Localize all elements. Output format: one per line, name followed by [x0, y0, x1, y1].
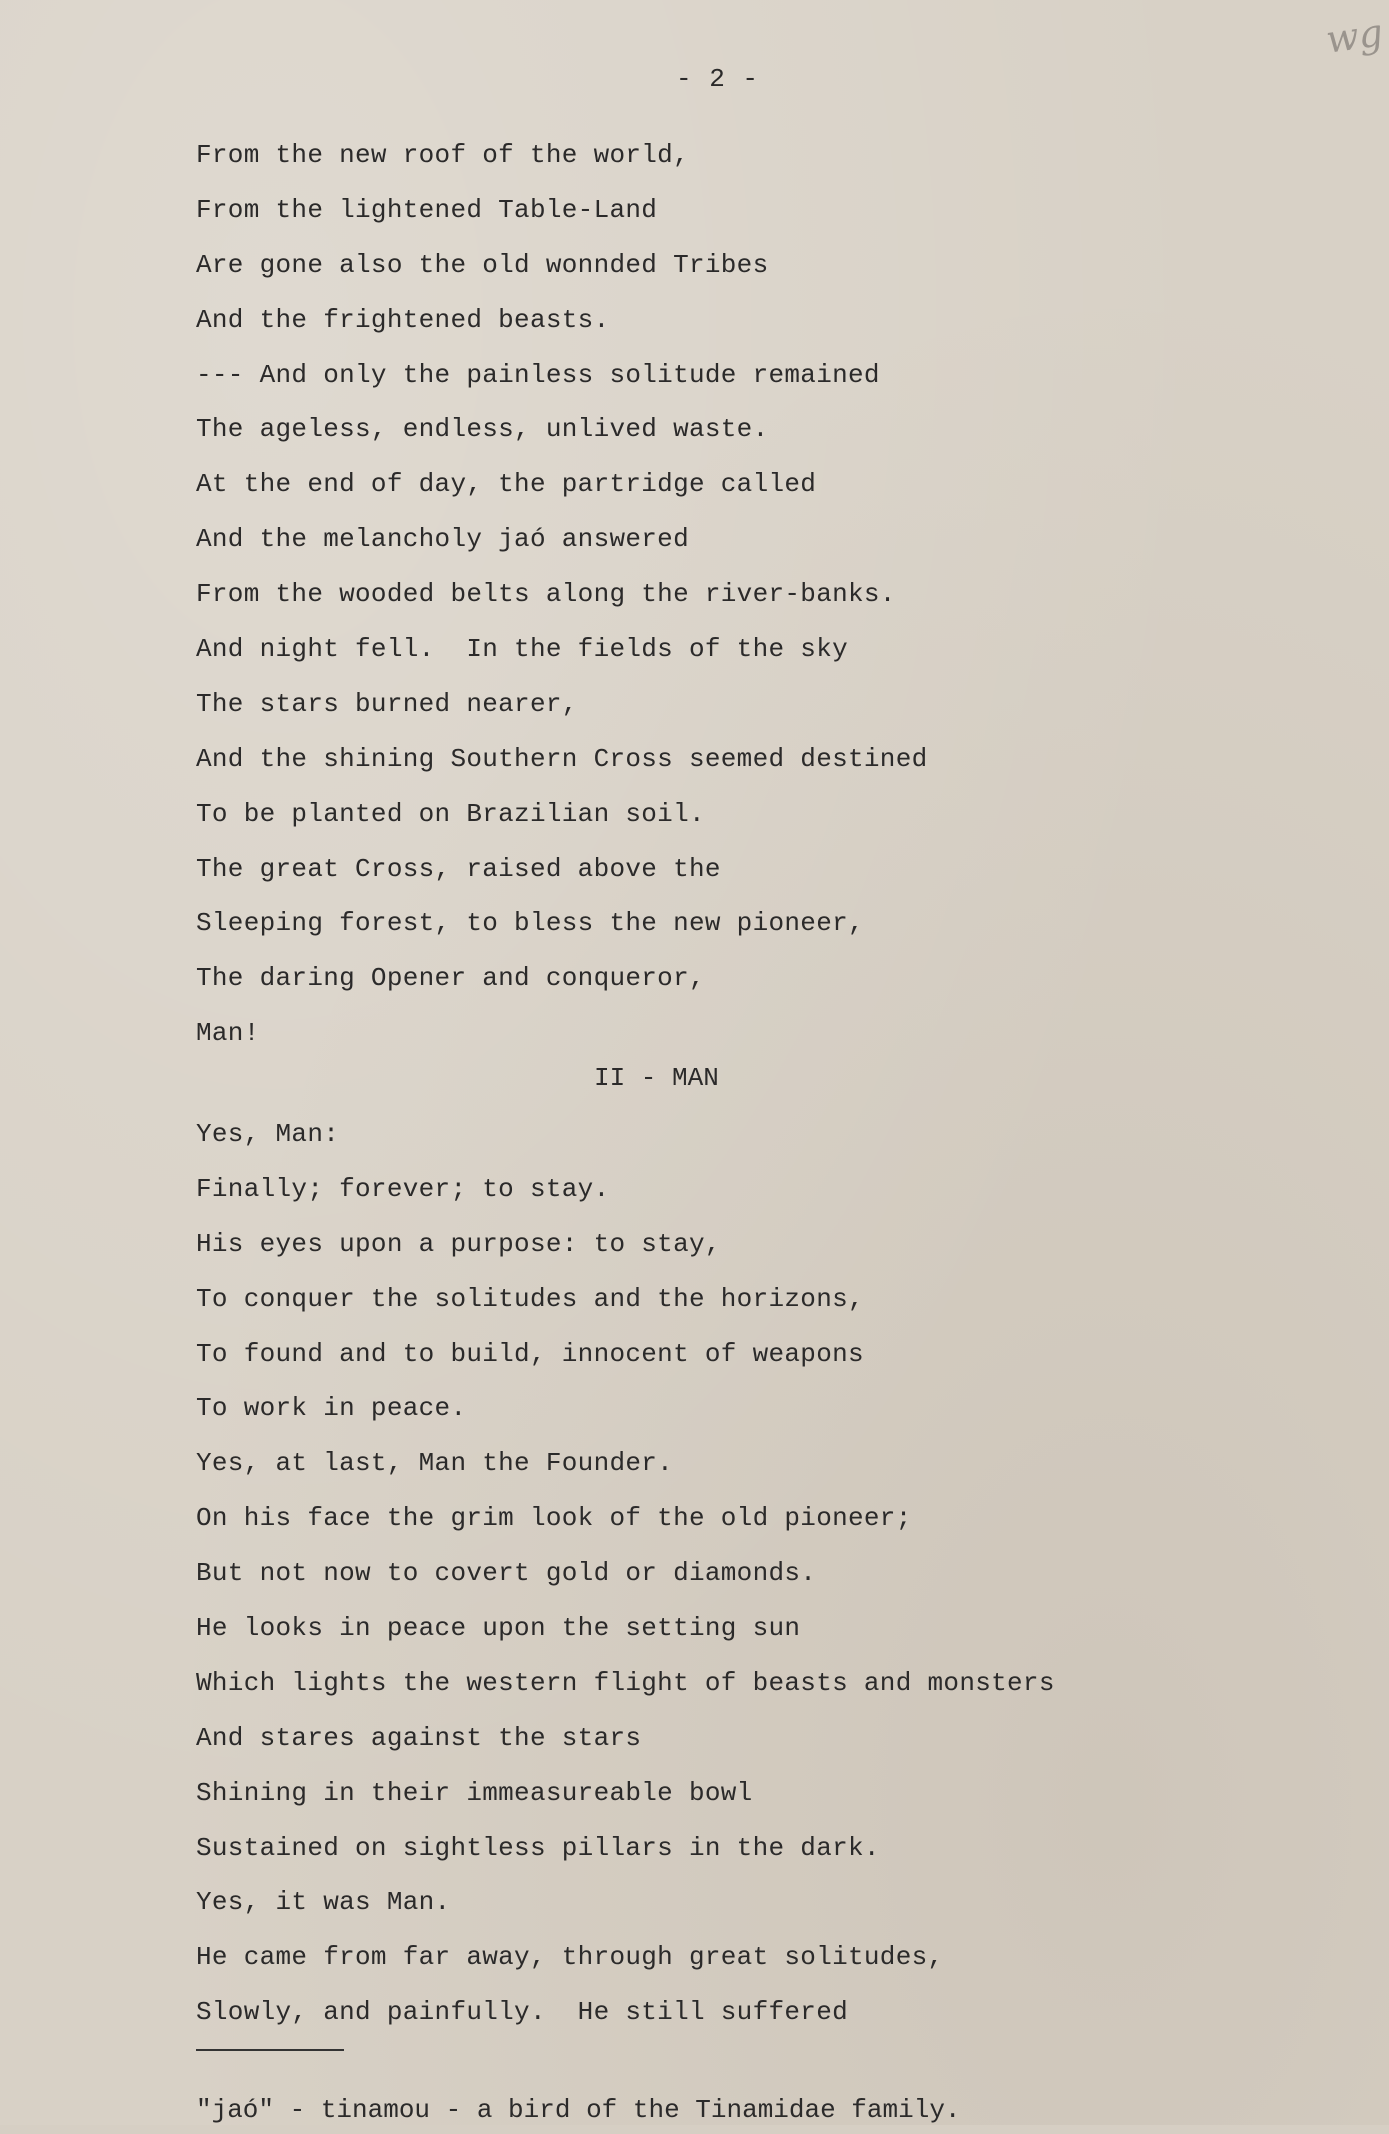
verse-line: Shining in their immeasureable bowl	[196, 1777, 753, 1808]
footnote: "jaó" - tinamou - a bird of the Tinamidae family.	[196, 2095, 961, 2125]
verse-line: From the new roof of the world,	[196, 140, 689, 170]
verse-line: To be planted on Brazilian soil.	[196, 798, 705, 829]
verse-line: Man!	[196, 1018, 260, 1049]
verse-line: And the melancholy jaó answered	[196, 524, 689, 555]
verse-line: Yes, it was Man.	[196, 1887, 451, 1918]
verse-line: And stares against the stars	[196, 1722, 642, 1753]
verse-line: He looks in peace upon the setting sun	[196, 1613, 801, 1644]
verse-line: The great Cross, raised above the	[196, 853, 721, 884]
verse-line: From the lightened Table-Land	[196, 194, 658, 225]
verse-line: And the shining Southern Cross seemed destined	[196, 743, 928, 774]
section-heading: II - MAN	[594, 1063, 719, 1093]
verse-line: The daring Opener and conqueror,	[196, 963, 705, 994]
verse-line: Sustained on sightless pillars in the dark.	[196, 1832, 880, 1863]
verse-line: --- And only the painless solitude remained	[196, 359, 880, 390]
verse-line: But not now to covert gold or diamonds.	[196, 1558, 817, 1589]
verse-line: From the wooded belts along the river-banks.	[196, 579, 896, 610]
verse-line: Which lights the western flight of beasts and monsters	[196, 1667, 1055, 1698]
verse-line: To work in peace.	[196, 1393, 467, 1424]
verse-line: Are gone also the old wonnded Tribes	[196, 249, 769, 280]
handwritten-margin-note: wg	[1323, 10, 1386, 62]
verse-line: To conquer the solitudes and the horizons,	[196, 1283, 864, 1314]
verse-line: Yes, Man:	[196, 1119, 340, 1149]
verse-line: At the end of day, the partridge called	[196, 469, 817, 500]
verse-line: Slowly, and painfully. He still suffered	[196, 1997, 849, 2028]
verse-line: The stars burned nearer,	[196, 688, 578, 719]
verse-line: Sleeping forest, to bless the new pioneer,	[196, 908, 864, 939]
page-number: - 2 -	[676, 64, 760, 94]
verse-line: And night fell. In the fields of the sky	[196, 634, 849, 665]
verse-line: The ageless, endless, unlived waste.	[196, 414, 769, 445]
verse-line: On his face the grim look of the old pioneer;	[196, 1503, 912, 1534]
section2-verse	[196, 1107, 1055, 2040]
footnote-divider	[196, 2049, 344, 2051]
verse-line: He came from far away, through great solitudes,	[196, 1942, 944, 1973]
section1-verse	[196, 128, 928, 1061]
verse-line: And the frightened beasts.	[196, 304, 610, 335]
verse-line: His eyes upon a purpose: to stay,	[196, 1228, 721, 1259]
verse-line: Finally; forever; to stay.	[196, 1173, 610, 1204]
verse-line: Yes, at last, Man the Founder.	[196, 1448, 674, 1479]
verse-line: To found and to build, innocent of weapons	[196, 1338, 864, 1369]
